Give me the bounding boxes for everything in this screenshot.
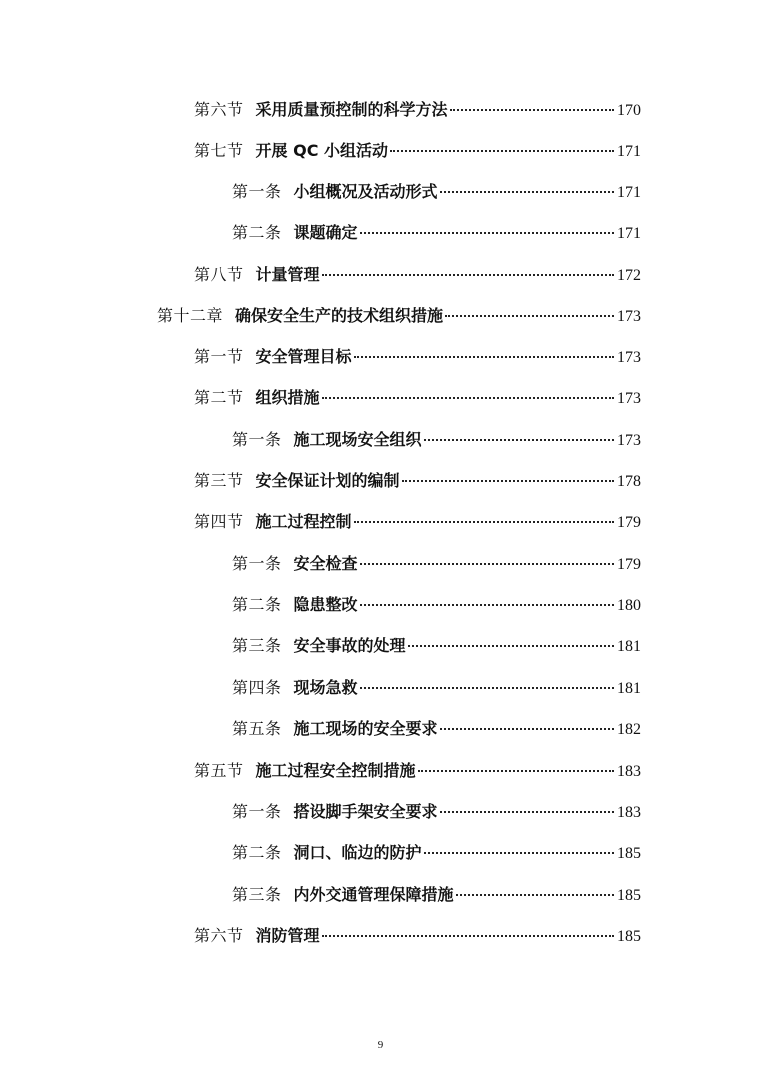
toc-entry-title: 采用质量预控制的科学方法 <box>255 100 448 119</box>
toc-entry-label: 第二条 <box>232 223 282 242</box>
toc-entry[interactable] <box>194 98 641 122</box>
toc-entry-title: 安全管理目标 <box>255 347 352 366</box>
toc-entry-page: 173 <box>617 390 641 407</box>
toc-entry-page: 171 <box>617 225 641 242</box>
toc-entry-label: 第一节 <box>194 347 244 366</box>
toc-entry[interactable] <box>232 676 641 700</box>
dot-leader <box>456 894 614 896</box>
dot-leader <box>360 563 614 565</box>
toc-entry-title: 安全检查 <box>293 554 358 573</box>
toc-entry-page: 178 <box>617 473 641 490</box>
toc-entry-title: 现场急救 <box>293 678 358 697</box>
toc-entry[interactable] <box>157 304 641 328</box>
toc-entry-title: 课题确定 <box>293 223 358 242</box>
toc-entry-label: 第一条 <box>232 802 282 821</box>
toc-entry-label: 第六节 <box>194 100 244 119</box>
toc-entry-page: 173 <box>617 349 641 366</box>
toc-entry-title: 消防管理 <box>255 926 320 945</box>
toc-entry-label: 第二节 <box>194 388 244 407</box>
toc-entry-label: 第五节 <box>194 761 244 780</box>
toc-entry-page: 179 <box>617 514 641 531</box>
toc-entry-title: 确保安全生产的技术组织措施 <box>235 306 444 325</box>
dot-leader <box>354 356 614 358</box>
toc-entry-title: 施工现场安全组织 <box>293 430 422 449</box>
toc-entry-label: 第八节 <box>194 265 244 284</box>
toc-entry-page: 171 <box>617 184 641 201</box>
toc-entry-title: 搭设脚手架安全要求 <box>293 802 438 821</box>
toc-entry[interactable] <box>232 428 641 452</box>
toc-entry-page: 173 <box>617 432 641 449</box>
toc-entry-page: 179 <box>617 556 641 573</box>
toc-entry-label: 第一条 <box>232 554 282 573</box>
toc-entry[interactable] <box>232 634 641 658</box>
toc-entry[interactable] <box>194 263 641 287</box>
toc-entry-label: 第七节 <box>194 141 244 160</box>
dot-leader <box>440 728 614 730</box>
toc-entry-title: 计量管理 <box>255 265 320 284</box>
toc-entry[interactable] <box>232 883 641 907</box>
toc-entry[interactable] <box>194 386 641 410</box>
toc-entry-page: 185 <box>617 928 641 945</box>
dot-leader <box>360 232 614 234</box>
toc-entry[interactable] <box>194 469 641 493</box>
toc-entry[interactable] <box>232 552 641 576</box>
toc-entry-page: 182 <box>617 721 641 738</box>
toc-entry-title: 小组概况及活动形式 <box>293 182 438 201</box>
toc-entry-label: 第四条 <box>232 678 282 697</box>
dot-leader <box>450 109 614 111</box>
dot-leader <box>390 150 614 152</box>
toc-entry-label: 第二条 <box>232 595 282 614</box>
toc-entry[interactable] <box>232 841 641 865</box>
dot-leader <box>322 397 614 399</box>
toc-entry-title: 内外交通管理保障措施 <box>293 885 454 904</box>
dot-leader <box>408 645 614 647</box>
toc-entry-title: 隐患整改 <box>293 595 358 614</box>
toc-entry[interactable] <box>194 924 641 948</box>
toc-entry[interactable] <box>232 180 641 204</box>
toc-entry-page: 172 <box>617 267 641 284</box>
toc-entry[interactable] <box>194 139 641 163</box>
toc-entry[interactable] <box>194 510 641 534</box>
toc-entry-page: 170 <box>617 102 641 119</box>
toc-entry-page: 181 <box>617 680 641 697</box>
dot-leader <box>402 480 614 482</box>
toc-entry-title: 施工过程安全控制措施 <box>255 761 416 780</box>
toc-entry-label: 第一条 <box>232 430 282 449</box>
toc-entry-page: 173 <box>617 308 641 325</box>
toc-entry-page: 185 <box>617 887 641 904</box>
toc-entry-title: 开展 QC 小组活动 <box>255 141 389 160</box>
dot-leader <box>445 315 614 317</box>
dot-leader <box>440 191 614 193</box>
toc-entry[interactable] <box>232 221 641 245</box>
toc-entry-page: 183 <box>617 804 641 821</box>
dot-leader <box>354 521 614 523</box>
dot-leader <box>360 687 614 689</box>
dot-leader <box>418 770 614 772</box>
toc-entry-title: 施工现场的安全要求 <box>293 719 438 738</box>
toc-entry-label: 第三条 <box>232 636 282 655</box>
toc-entry[interactable] <box>232 593 641 617</box>
toc-entry-label: 第三条 <box>232 885 282 904</box>
toc-entry-page: 185 <box>617 845 641 862</box>
dot-leader <box>322 274 614 276</box>
dot-leader <box>424 852 614 854</box>
toc-entry-page: 181 <box>617 638 641 655</box>
dot-leader <box>424 439 614 441</box>
toc-entry[interactable] <box>232 800 641 824</box>
toc-entry-label: 第一条 <box>232 182 282 201</box>
toc-entry-label: 第五条 <box>232 719 282 738</box>
page-number: 9 <box>377 1039 384 1051</box>
toc-entry-page: 171 <box>617 143 641 160</box>
toc-entry-title: 安全事故的处理 <box>293 636 406 655</box>
toc-entry-label: 第六节 <box>194 926 244 945</box>
toc-entry-title: 施工过程控制 <box>255 512 352 531</box>
toc-entry-title: 组织措施 <box>255 388 320 407</box>
toc-entry-label: 第三节 <box>194 471 244 490</box>
toc-entry-page: 183 <box>617 763 641 780</box>
toc-entry-label: 第四节 <box>194 512 244 531</box>
toc-entry[interactable] <box>194 759 641 783</box>
toc-entry[interactable] <box>194 345 641 369</box>
toc-entry-label: 第十二章 <box>157 306 224 325</box>
dot-leader <box>322 935 614 937</box>
toc-entry-title: 安全保证计划的编制 <box>255 471 400 490</box>
toc-entry-label: 第二条 <box>232 843 282 862</box>
dot-leader <box>440 811 614 813</box>
toc-entry[interactable] <box>232 717 641 741</box>
toc-entry-page: 180 <box>617 597 641 614</box>
dot-leader <box>360 604 614 606</box>
toc-entry-title: 洞口、临边的防护 <box>293 843 422 862</box>
